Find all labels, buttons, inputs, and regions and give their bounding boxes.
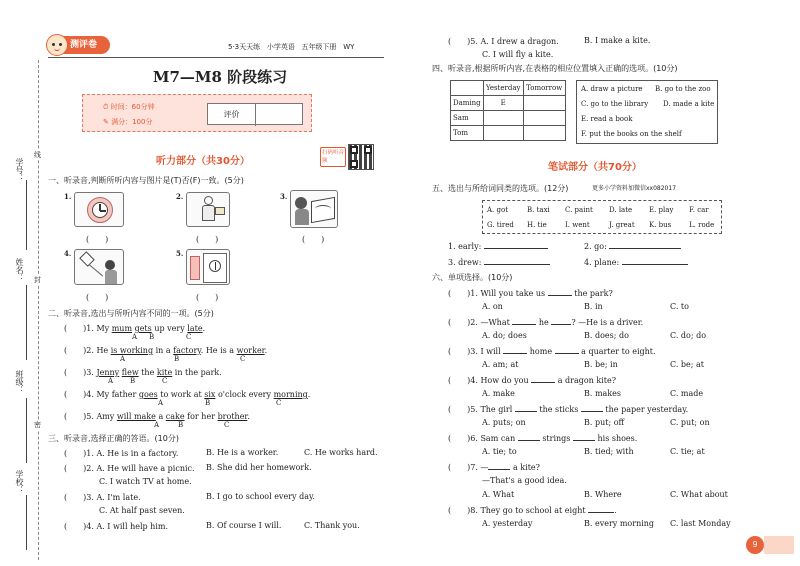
answer-paren[interactable]: ( ) — [64, 412, 87, 421]
table-answer-cell[interactable] — [483, 126, 523, 141]
table-answer-cell[interactable]: E — [483, 96, 523, 111]
side-fill-line — [26, 398, 27, 463]
q3-item-3-option-b: B. I go to school every day. — [206, 492, 315, 501]
q5-title: 五、选出与所给词同类的选项。(12分) — [432, 184, 569, 193]
q6-item-3-option-a: A. am; at — [482, 360, 519, 369]
answer-paren[interactable]: ( ) — [64, 493, 87, 502]
answer-paren[interactable]: ( ) — [448, 318, 471, 327]
answer-blank[interactable] — [503, 353, 527, 354]
word-option: K. bus — [649, 221, 672, 229]
q2-letter-a: A — [132, 333, 138, 341]
qr-code[interactable] — [348, 144, 374, 170]
clock-flower-picture — [74, 192, 124, 227]
q1-answer-paren-4[interactable]: ( ) — [86, 293, 109, 302]
grade-box — [207, 103, 303, 125]
q6-item-2: ( )2. —What he ? —He is a driver. — [448, 318, 644, 327]
answer-paren[interactable]: ( ) — [448, 347, 471, 356]
seal-line — [38, 60, 39, 560]
q5-item: 4. plane: — [584, 258, 688, 267]
side-name-label: 姓名： — [15, 258, 24, 282]
q6-item-3: ( )3. I will home a quarter to eight. — [448, 347, 656, 356]
answer-blank[interactable] — [555, 353, 579, 354]
q1-num-4: 4. — [64, 249, 72, 258]
q6-item-7-option-c: C. What about — [670, 490, 728, 499]
q6-item-6-option-c: C. tie; at — [670, 447, 705, 456]
word-option: L. rode — [689, 221, 715, 229]
q6-item-7-option-a: A. What — [482, 490, 515, 499]
q6-item-5-option-a: A. puts; on — [482, 418, 526, 427]
answer-blank[interactable] — [609, 248, 681, 249]
q4-option: E. read a book — [581, 115, 633, 123]
q6-item-1-option-b: B. in — [584, 302, 603, 311]
q5-word-box — [482, 200, 722, 234]
word-option: E. play — [649, 206, 674, 214]
answer-paren[interactable]: ( ) — [448, 376, 471, 385]
q2-letter-b: B — [130, 377, 136, 385]
q1-answer-paren-2[interactable]: ( ) — [196, 235, 219, 244]
table-answer-cell[interactable] — [523, 111, 565, 126]
header-grade: 五年级下册 — [301, 43, 337, 51]
q4-option: A. draw a picture — [581, 85, 643, 93]
q3-item-2: ( )2. A. He will have a picnic. — [64, 464, 195, 473]
answer-paren[interactable]: ( ) — [448, 289, 471, 298]
q6-item-5-option-b: B. put; off — [584, 418, 625, 427]
q3-item-2-option-c: C. I watch TV at home. — [99, 477, 192, 486]
page-number: 9 — [746, 536, 764, 554]
answer-paren[interactable]: ( ) — [448, 37, 471, 46]
side-school-label: 学校： — [15, 470, 24, 494]
side-class-label: 班级： — [15, 370, 24, 394]
word-option: C. paint — [565, 206, 593, 214]
answer-paren[interactable]: ( ) — [64, 324, 87, 333]
header-series: 5·3天天练 — [228, 43, 261, 51]
header-edition: WY — [343, 43, 355, 51]
q6-item-5-option-c: C. put; on — [670, 418, 710, 427]
q4-option: B. go to the zoo — [655, 85, 711, 93]
page-corner-decor — [764, 536, 794, 554]
qr-label: 扫码听音频 — [320, 147, 346, 167]
q6-item-2-option-b: B. does; do — [584, 331, 629, 340]
q6-item-8-option-c: C. last Monday — [670, 519, 731, 528]
q6-item-6-option-b: B. tied; with — [584, 447, 634, 456]
q3-item-4: ( )4. A. I will help him. — [64, 522, 169, 531]
q2-title: 二、听录音,选出与所听内容不同的一项。(5分) — [48, 309, 214, 318]
q6-item-1-option-a: A. on — [482, 302, 503, 311]
q2-letter-b: B — [178, 421, 184, 429]
q2-letter-b: B — [205, 399, 211, 407]
answer-paren[interactable]: ( ) — [448, 434, 471, 443]
seal-char: 封 — [34, 276, 41, 284]
q3-item-1-option-b: B. He is a worker. — [206, 448, 279, 457]
q6-item-4-option-c: C. made — [670, 389, 704, 398]
answer-blank[interactable] — [551, 324, 571, 325]
word-option: B. taxi — [527, 206, 550, 214]
q5-item: 2. go: — [584, 242, 681, 251]
q3-item-4-option-c: C. Thank you. — [304, 521, 360, 530]
answer-paren[interactable]: ( ) — [64, 368, 87, 377]
q6-item-7-reply: —That's a good idea. — [482, 476, 567, 485]
table-header-cell: Yesterday — [483, 81, 523, 96]
listening-section-title: 听力部分（共30分） — [156, 156, 250, 167]
answer-blank[interactable] — [573, 440, 595, 441]
q2-letter-a: A — [120, 355, 126, 363]
table-answer-cell[interactable] — [523, 126, 565, 141]
worker-picture — [186, 192, 230, 227]
q3-item-1-option-c: C. He works hard. — [304, 448, 378, 457]
mascot-icon — [46, 34, 68, 56]
q2-letter-a: A — [108, 377, 114, 385]
q6-item-3-option-b: B. be; in — [584, 360, 618, 369]
q6-item-2-option-a: A. do; does — [482, 331, 527, 340]
q2-letter-c: C — [240, 355, 246, 363]
q5-item: 1. early: — [448, 242, 548, 251]
seal-char: 线 — [34, 151, 41, 159]
table-header-cell: Tomorrow — [523, 81, 565, 96]
q3-item-3: ( )3. A. I'm late. — [64, 493, 141, 502]
q3-item-1: ( )1. A. He is in a factory. — [64, 449, 179, 458]
answer-blank[interactable] — [622, 264, 688, 265]
q2-item-5: ( )5. Amy will make a cake for her brother. — [64, 412, 250, 421]
answer-blank[interactable] — [488, 469, 510, 470]
q3-item-5-option-c: C. I will fly a kite. — [482, 50, 554, 59]
answer-paren[interactable]: ( ) — [64, 390, 87, 399]
table-answer-cell[interactable] — [523, 96, 565, 111]
answer-blank[interactable] — [484, 264, 550, 265]
q2-letter-a: A — [154, 421, 160, 429]
girl-kite-picture — [74, 249, 124, 285]
answer-blank[interactable] — [548, 295, 572, 296]
q6-item-4-option-a: A. make — [482, 389, 515, 398]
info-box — [82, 94, 312, 132]
q4-option: D. made a kite — [663, 100, 715, 108]
q6-item-8-option-a: A. yesterday — [482, 519, 533, 528]
q3-item-5-option-b: B. I make a kite. — [584, 36, 651, 45]
q4-options-box — [576, 80, 718, 144]
answer-blank[interactable] — [515, 411, 537, 412]
q2-letter-c: C — [186, 333, 192, 341]
q2-item-1: ( )1. My mum gets up very late. — [64, 324, 206, 333]
answer-blank[interactable] — [512, 324, 536, 325]
grade-label: 评价 — [208, 104, 256, 126]
answer-blank[interactable] — [518, 440, 540, 441]
q6-item-5: ( )5. The girl the sticks the paper yesterday. — [448, 405, 689, 414]
writing-section-title: 笔试部分（共70分） — [548, 162, 642, 173]
word-option: A. got — [487, 206, 509, 214]
q6-item-4-option-b: B. makes — [584, 389, 622, 398]
q2-item-2: ( )2. He is working in a factory. He is a worker. — [64, 346, 268, 355]
q6-item-6-option-a: A. tie; to — [482, 447, 517, 456]
answer-paren[interactable]: ( ) — [64, 449, 87, 458]
q1-answer-paren-3[interactable]: ( ) — [302, 235, 325, 244]
badge-text: 测评卷 — [70, 40, 98, 50]
q2-letter-a: A — [158, 399, 164, 407]
answer-paren[interactable]: ( ) — [448, 463, 471, 472]
q6-item-7: ( )7. — a kite? — [448, 463, 540, 472]
q2-letter-b: B — [149, 333, 155, 341]
table-row-label: Daming — [451, 96, 484, 111]
answer-blank[interactable] — [588, 512, 614, 513]
answer-blank[interactable] — [531, 382, 555, 383]
q4-table — [450, 80, 566, 141]
q6-item-1-option-c: C. to — [670, 302, 689, 311]
q5-note: 更多小学资料加微信xx082017 — [592, 185, 677, 192]
answer-blank[interactable] — [484, 248, 548, 249]
table-header-cell — [451, 81, 484, 96]
clock-six-picture — [186, 249, 230, 285]
q6-item-7-option-b: B. Where — [584, 490, 622, 499]
answer-paren[interactable]: ( ) — [64, 522, 87, 531]
header-subject: 小学英语 — [266, 43, 295, 51]
seal-char: 密 — [34, 421, 41, 429]
q1-num-2: 2. — [176, 192, 184, 201]
drawing-dragon-picture — [290, 190, 338, 228]
word-option: J. great — [609, 221, 635, 229]
q6-item-8: ( )8. They go to school at eight . — [448, 506, 617, 515]
q2-letter-c: C — [224, 421, 230, 429]
table-row-label: Sam — [451, 111, 484, 126]
q2-letter-c: C — [162, 377, 168, 385]
word-option: G. tired — [487, 221, 514, 229]
q1-answer-paren-5[interactable]: ( ) — [196, 293, 219, 302]
answer-blank[interactable] — [581, 411, 603, 412]
answer-paren[interactable]: ( ) — [448, 405, 471, 414]
q3-title: 三、听录音,选择正确的答语。(10分) — [48, 434, 179, 443]
side-fill-line — [26, 285, 27, 360]
page-title: M7—M8 阶段练习 — [152, 68, 288, 86]
table-answer-cell[interactable] — [483, 111, 523, 126]
q2-letter-b: B — [174, 355, 180, 363]
q2-item-3: ( )3. Jenny flew the kite in the park. — [64, 368, 222, 377]
q4-option: F. put the books on the shelf — [581, 130, 682, 138]
q3-item-4-option-b: B. Of course I will. — [206, 521, 282, 530]
table-row-label: Tom — [451, 126, 484, 141]
answer-paren[interactable]: ( ) — [64, 346, 87, 355]
q1-num-1: 1. — [64, 192, 72, 201]
q2-item-4: ( )4. My father goes to work at six o'clock every morning. — [64, 390, 311, 399]
word-option: F. car — [689, 206, 709, 214]
header-rule — [48, 57, 384, 58]
word-option: I. went — [565, 221, 590, 229]
q3-item-5: ( )5. A. I drew a dragon. — [448, 37, 559, 46]
time-info: ⏱ 时间：60分钟 — [103, 103, 155, 111]
side-number-label: 学号： — [15, 158, 24, 182]
q1-num-5: 5. — [176, 249, 184, 258]
word-option: H. tie — [527, 221, 547, 229]
word-option: D. late — [609, 206, 633, 214]
header-meta — [228, 42, 354, 52]
q6-item-4: ( )4. How do you a dragon kite? — [448, 376, 616, 385]
q2-letter-c: C — [276, 399, 282, 407]
answer-paren[interactable]: ( ) — [64, 464, 87, 473]
q4-option: C. go to the library — [581, 100, 649, 108]
side-fill-line — [26, 180, 27, 250]
q6-item-8-option-b: B. every morning — [584, 519, 655, 528]
q5-item: 3. drew: — [448, 258, 550, 267]
q3-item-2-option-b: B. She did her homework. — [206, 463, 312, 472]
q3-item-3-option-c: C. At half past seven. — [99, 506, 185, 515]
side-fill-line — [26, 495, 27, 550]
q1-answer-paren-1[interactable]: ( ) — [86, 235, 109, 244]
q6-title: 六、单项选择。(10分) — [432, 273, 513, 282]
q6-item-6: ( )6. Sam can strings his shoes. — [448, 434, 638, 443]
q6-item-3-option-c: C. be; at — [670, 360, 704, 369]
score-info: ✎ 满分：100分 — [103, 118, 153, 126]
q4-title: 四、听录音,根据所听内容,在表格的相应位置填入正确的选项。(10分) — [432, 64, 678, 73]
q1-num-3: 3. — [280, 192, 288, 201]
q1-title: 一、听录音,判断所听内容与图片是(T)否(F)一致。(5分) — [48, 176, 244, 185]
q6-item-1: ( )1. Will you take us the park? — [448, 289, 613, 298]
answer-paren[interactable]: ( ) — [448, 506, 471, 515]
q6-item-2-option-c: C. do; do — [670, 331, 707, 340]
